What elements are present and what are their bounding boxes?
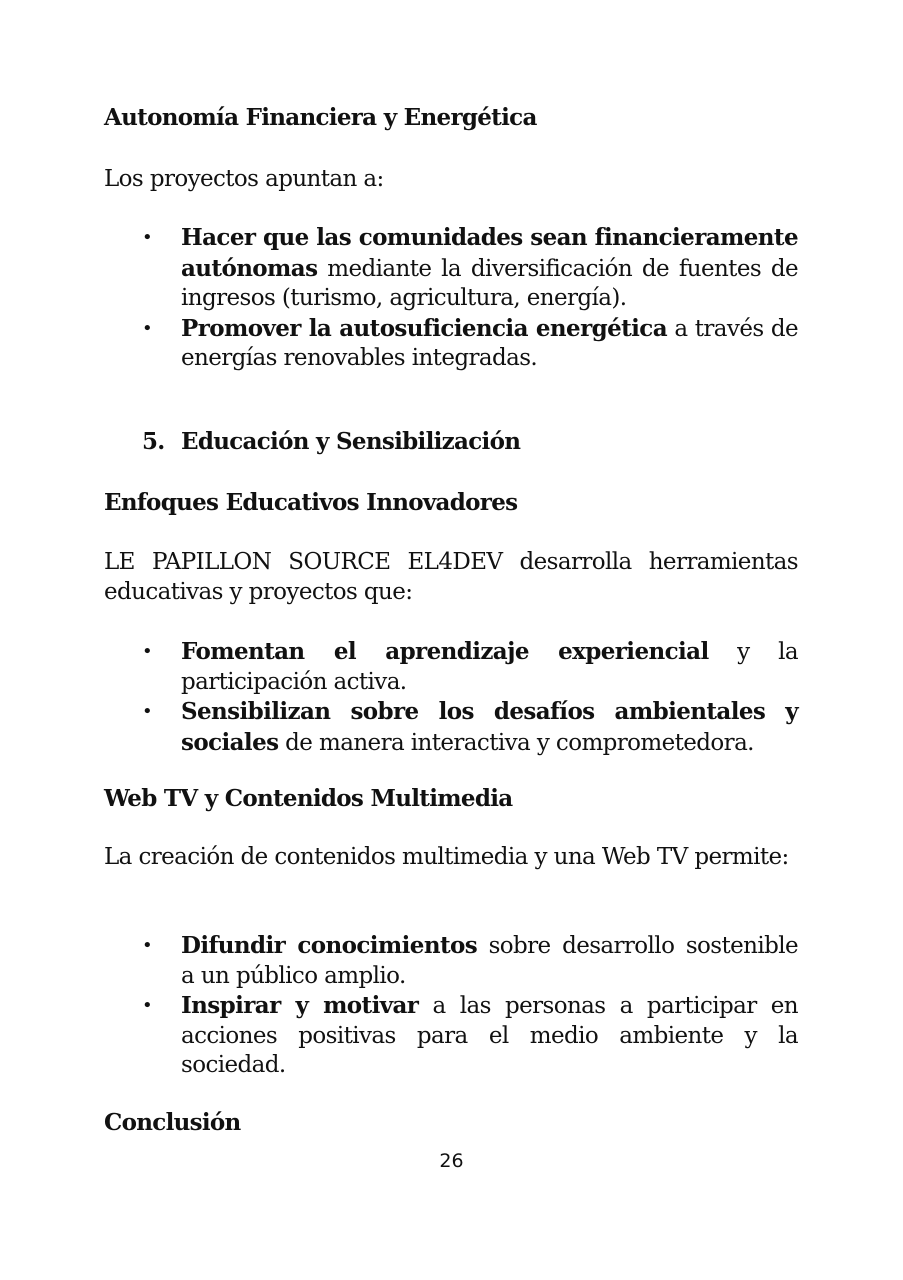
section-title: Educación y Sensibilización xyxy=(181,428,521,455)
bullet-bold-text: Hacer que las comunidades sean financieramente autónomas xyxy=(181,224,798,282)
bullet-text: y la participación activa. xyxy=(181,639,799,695)
list-item xyxy=(104,931,798,991)
bullet-text: a través de energías renovables integradas. xyxy=(181,315,798,371)
list-item xyxy=(104,314,798,374)
bullet-text: a las personas a participar en acciones positivas para el medio ambiente y la sociedad. xyxy=(181,993,798,1078)
bullet-list-enfoques xyxy=(104,637,798,758)
list-item xyxy=(104,697,798,758)
bullet-bold-text: Sensibilizan sobre los desafíos ambientales y sociales xyxy=(181,698,798,756)
bullet-icon: • xyxy=(142,227,153,248)
intro-paragraph-autonomia: Los proyectos apuntan a: xyxy=(104,166,384,192)
bullet-list-autonomia xyxy=(104,223,798,374)
bullet-text: mediante la diversificación de fuentes de ingresos (turismo, agricultura, energía). xyxy=(181,255,798,311)
bullet-bold-text: Difundir conocimientos xyxy=(181,932,478,959)
section-heading-conclusion: Conclusión xyxy=(104,1109,241,1136)
bullet-bold-text: Inspirar y motivar xyxy=(181,992,419,1019)
bullet-text: sobre desarrollo sostenible a un público amplio. xyxy=(181,933,798,989)
list-item xyxy=(104,637,798,697)
bullet-icon: • xyxy=(142,995,153,1016)
bullet-icon: • xyxy=(142,317,153,339)
bullet-icon: • xyxy=(142,935,153,956)
bullet-bold-text: Fomentan el aprendizaje experiencial xyxy=(181,638,709,665)
page-number: 26 xyxy=(439,1150,464,1172)
bullet-text: de manera interactiva y comprometedora. xyxy=(278,729,754,756)
section-number: 5. xyxy=(142,428,165,455)
section-heading-autonomia: Autonomía Financiera y Energética xyxy=(104,104,537,131)
bullet-icon: • xyxy=(142,701,153,722)
list-item xyxy=(104,223,798,314)
numbered-section-heading xyxy=(104,428,798,458)
bullet-bold-text: Promover la autosuficiencia energética xyxy=(181,314,667,342)
bullet-list-webtv xyxy=(104,931,798,1081)
intro-paragraph-enfoques: LE PAPILLON SOURCE EL4DEV desarrolla herramientas educativas y proyectos que: xyxy=(104,549,798,605)
list-item xyxy=(104,991,798,1081)
section-heading-webtv: Web TV y Contenidos Multimedia xyxy=(104,785,513,812)
bullet-icon: • xyxy=(142,641,153,662)
intro-paragraph-webtv: La creación de contenidos multimedia y una Web TV permite: xyxy=(104,844,789,870)
section-heading-enfoques: Enfoques Educativos Innovadores xyxy=(104,489,518,516)
